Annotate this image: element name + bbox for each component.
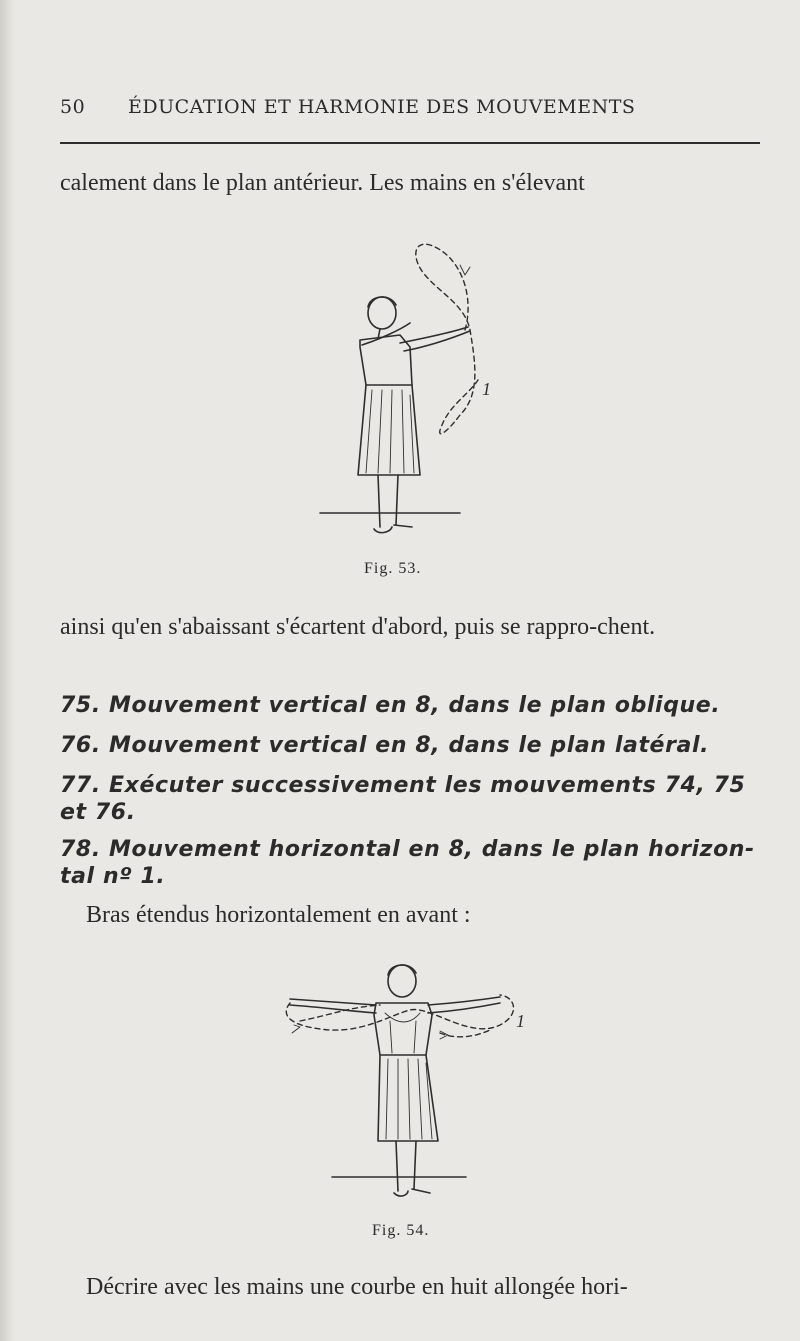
item-77: 77. Exécuter successivement les mouvements 74, 75 et 76.: [60, 773, 746, 825]
paragraph-1: calement dans le plan antérieur. Les mains en s'élevant: [60, 170, 585, 196]
svg-text:1: 1: [516, 1011, 525, 1031]
paragraph-2: ainsi qu'en s'abaissant s'écartent d'abord, puis se rappro-chent.: [60, 614, 656, 640]
paragraph-3: Bras étendus horizontalement en avant :: [86, 902, 471, 928]
figure-54-caption: Fig. 54.: [372, 1222, 430, 1239]
paragraph-4: Décrire avec les mains une courbe en huit allongée hori-: [86, 1274, 628, 1300]
svg-text:1: 1: [482, 379, 491, 399]
header-rule: [60, 142, 760, 144]
running-title: ÉDUCATION ET HARMONIE DES MOUVEMENTS: [128, 96, 636, 118]
figure-54-illustration: [280, 955, 540, 1205]
figure-53-illustration: [300, 235, 520, 545]
item-78: 78. Mouvement horizontal en 8, dans le plan horizon-tal nº 1.: [60, 837, 755, 889]
item-75: 75. Mouvement vertical en 8, dans le plan oblique.: [60, 693, 721, 718]
figure-53-caption: Fig. 53.: [364, 560, 422, 577]
page-number: 50: [60, 96, 86, 118]
item-76: 76. Mouvement vertical en 8, dans le plan latéral.: [60, 733, 710, 758]
